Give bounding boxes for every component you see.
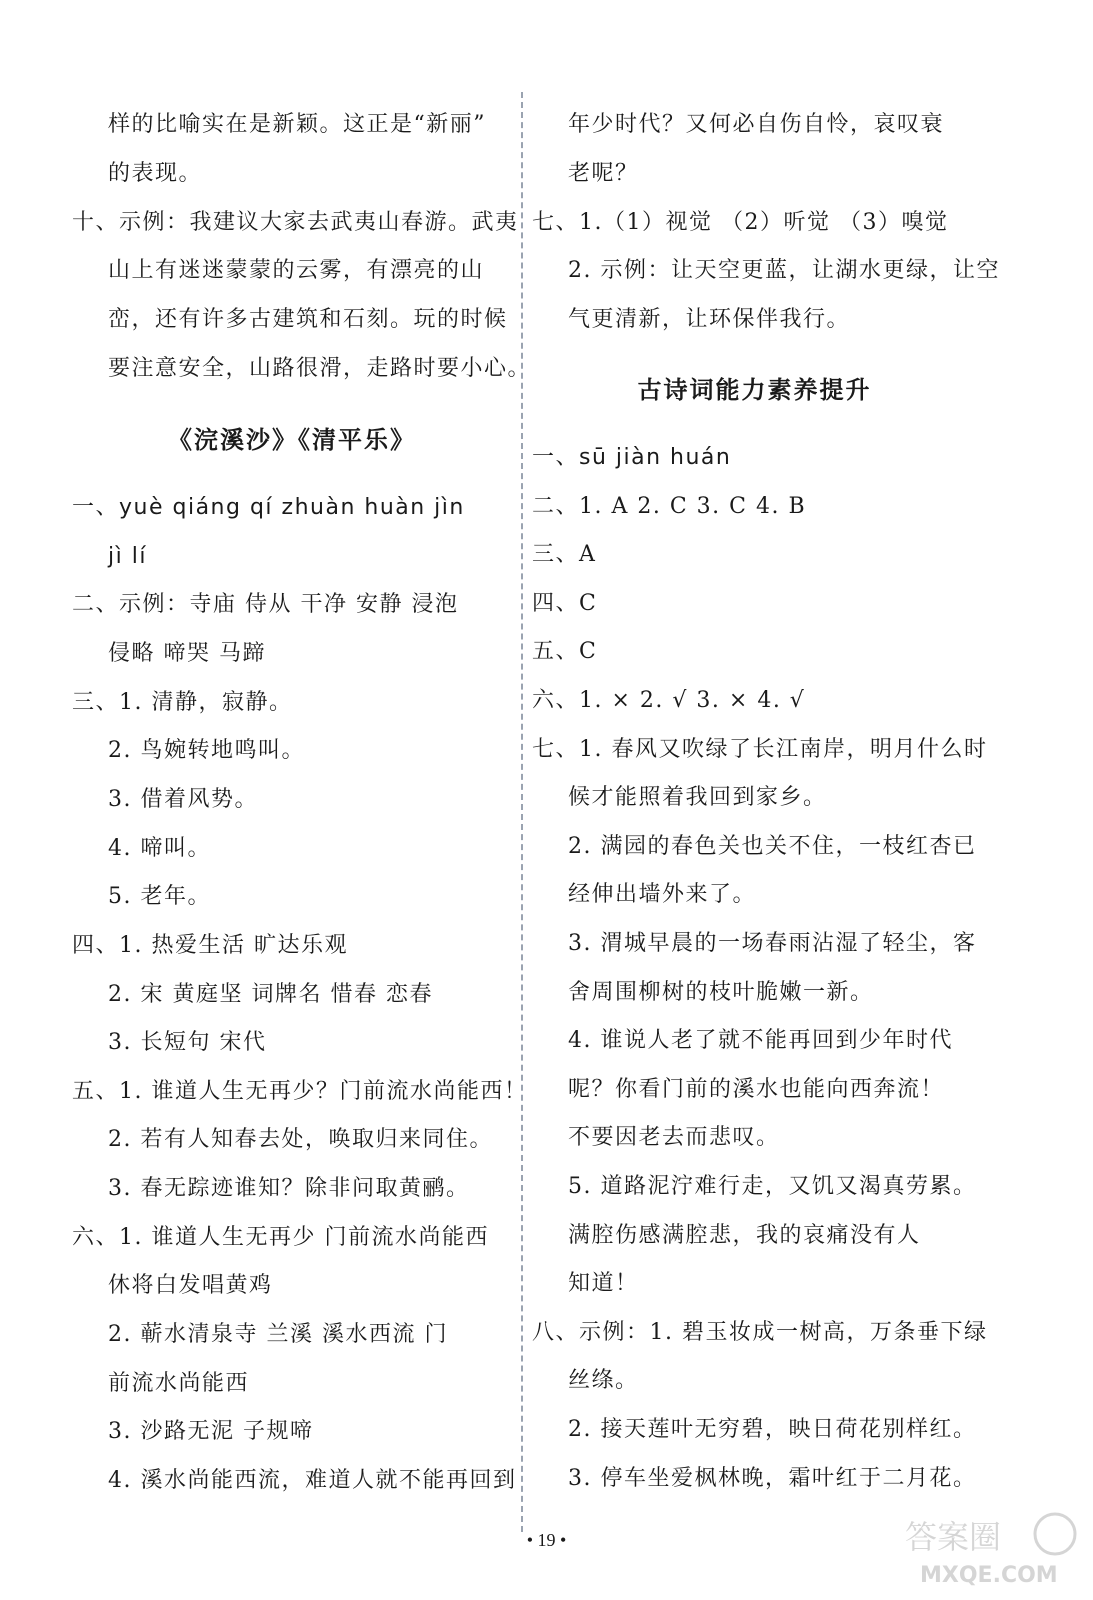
answer-line: 4. 谁说人老了就不能再回到少年时代 — [568, 1028, 953, 1053]
answer-line: 3. 沙路无泥 子规啼 — [108, 1419, 314, 1444]
answer-line: 不要因老去而悲叹。 — [568, 1125, 780, 1150]
answer-line: 2. 满园的春色关也关不住，一枝红杏已 — [568, 834, 977, 859]
answer-line: 年少时代？又何必自伤自怜，哀叹衰 — [568, 112, 945, 137]
answer-line: 五、C — [532, 639, 598, 664]
column-divider — [521, 92, 523, 1532]
answer-line: 侵略 啼哭 马蹄 — [108, 641, 266, 666]
watermark-text: 答案圈 — [905, 1518, 1002, 1556]
answer-line: 三、A — [532, 542, 597, 567]
answer-line: 4. 啼叫。 — [108, 836, 211, 861]
answer-line: 三、1. 清静，寂静。 — [72, 690, 293, 715]
answer-line: 十、示例：我建议大家去武夷山春游。武夷 — [72, 210, 519, 235]
answer-line: 五、1. 谁道人生无再少？门前流水尚能西！ — [72, 1079, 528, 1104]
answer-line: 六、1. × 2. √ 3. × 4. √ — [532, 688, 806, 713]
answer-line: 满腔伤感满腔悲，我的哀痛没有人 — [568, 1223, 921, 1248]
answer-line: 2. 若有人知春去处，唤取归来同住。 — [108, 1127, 493, 1152]
answer-line: 4. 溪水尚能西流，难道人就不能再回到 — [108, 1468, 517, 1493]
answer-line: 3. 春无踪迹谁知？除非问取黄鹂。 — [108, 1176, 470, 1201]
answer-line: 二、示例：寺庙 侍从 干净 安静 浸泡 — [72, 592, 459, 617]
watermark-url: MXQE.COM — [920, 1563, 1058, 1588]
answer-line: 峦，还有许多古建筑和石刻。玩的时候 — [108, 307, 508, 332]
answer-line: 2. 鸟婉转地鸣叫。 — [108, 738, 305, 763]
answer-line: 气更清新，让环保伴我行。 — [568, 307, 851, 332]
answer-line: 前流水尚能西 — [108, 1371, 250, 1396]
answer-line: 2. 示例：让天空更蓝，让湖水更绿，让空 — [568, 258, 1000, 283]
answer-line: 老呢？ — [568, 161, 639, 186]
answer-line: 经伸出墙外来了。 — [568, 882, 757, 907]
answer-line: jì lí — [108, 544, 147, 569]
answer-line: 2. 宋 黄庭坚 词牌名 惜春 恋春 — [108, 982, 433, 1007]
answer-line: 2. 接天莲叶无穷碧，映日荷花别样红。 — [568, 1417, 977, 1442]
answer-line: 六、1. 谁道人生无再少 门前流水尚能西 — [72, 1225, 489, 1250]
answer-line: 丝绦。 — [568, 1368, 639, 1393]
section-title: 《浣溪沙》《清平乐》 — [168, 426, 416, 454]
answer-line: 3. 借着风势。 — [108, 787, 258, 812]
answer-line: 八、示例：1. 碧玉妆成一树高，万条垂下绿 — [532, 1320, 988, 1345]
page-number: • 19 • — [526, 1530, 567, 1550]
answer-line: 二、1. A 2. C 3. C 4. B — [532, 494, 807, 519]
answer-line: 样的比喻实在是新颖。这正是“新丽” — [108, 112, 486, 137]
answer-line: 5. 道路泥泞难行走，又饥又渴真劳累。 — [568, 1174, 977, 1199]
answer-line: 要注意安全，山路很滑，走路时要小心。 — [108, 356, 532, 381]
answer-line: 休将白发唱黄鸡 — [108, 1273, 273, 1298]
answer-line: 七、1. 春风又吹绿了长江南岸，明月什么时 — [532, 737, 988, 762]
answer-line: 3. 渭城早晨的一场春雨沾湿了轻尘，客 — [568, 931, 977, 956]
watermark-logo — [900, 1510, 1085, 1590]
answer-line: 舍周围柳树的枝叶脆嫩一新。 — [568, 980, 874, 1005]
answer-line: 候才能照着我回到家乡。 — [568, 785, 827, 810]
section-title: 古诗词能力素养提升 — [637, 376, 872, 404]
answer-line: 一、yuè qiáng qí zhuàn huàn jìn — [72, 495, 465, 520]
answer-line: 的表现。 — [108, 161, 203, 186]
answer-line: 山上有迷迷蒙蒙的云雾，有漂亮的山 — [108, 258, 485, 283]
answer-line: 七、1.（1）视觉 （2）听觉 （3）嗅觉 — [532, 210, 949, 235]
answer-line: 一、sū jiàn huán — [532, 445, 732, 470]
answer-line: 5. 老年。 — [108, 884, 211, 909]
answer-line: 知道！ — [568, 1271, 639, 1296]
answer-line: 3. 停车坐爱枫林晚，霜叶红于二月花。 — [568, 1466, 977, 1491]
answer-line: 2. 蕲水清泉寺 兰溪 溪水西流 门 — [108, 1322, 448, 1347]
answer-line: 四、C — [532, 591, 598, 616]
answer-line: 呢？你看门前的溪水也能向西奔流！ — [568, 1077, 945, 1102]
answer-line: 3. 长短句 宋代 — [108, 1030, 267, 1055]
answer-line: 四、1. 热爱生活 旷达乐观 — [72, 933, 348, 958]
